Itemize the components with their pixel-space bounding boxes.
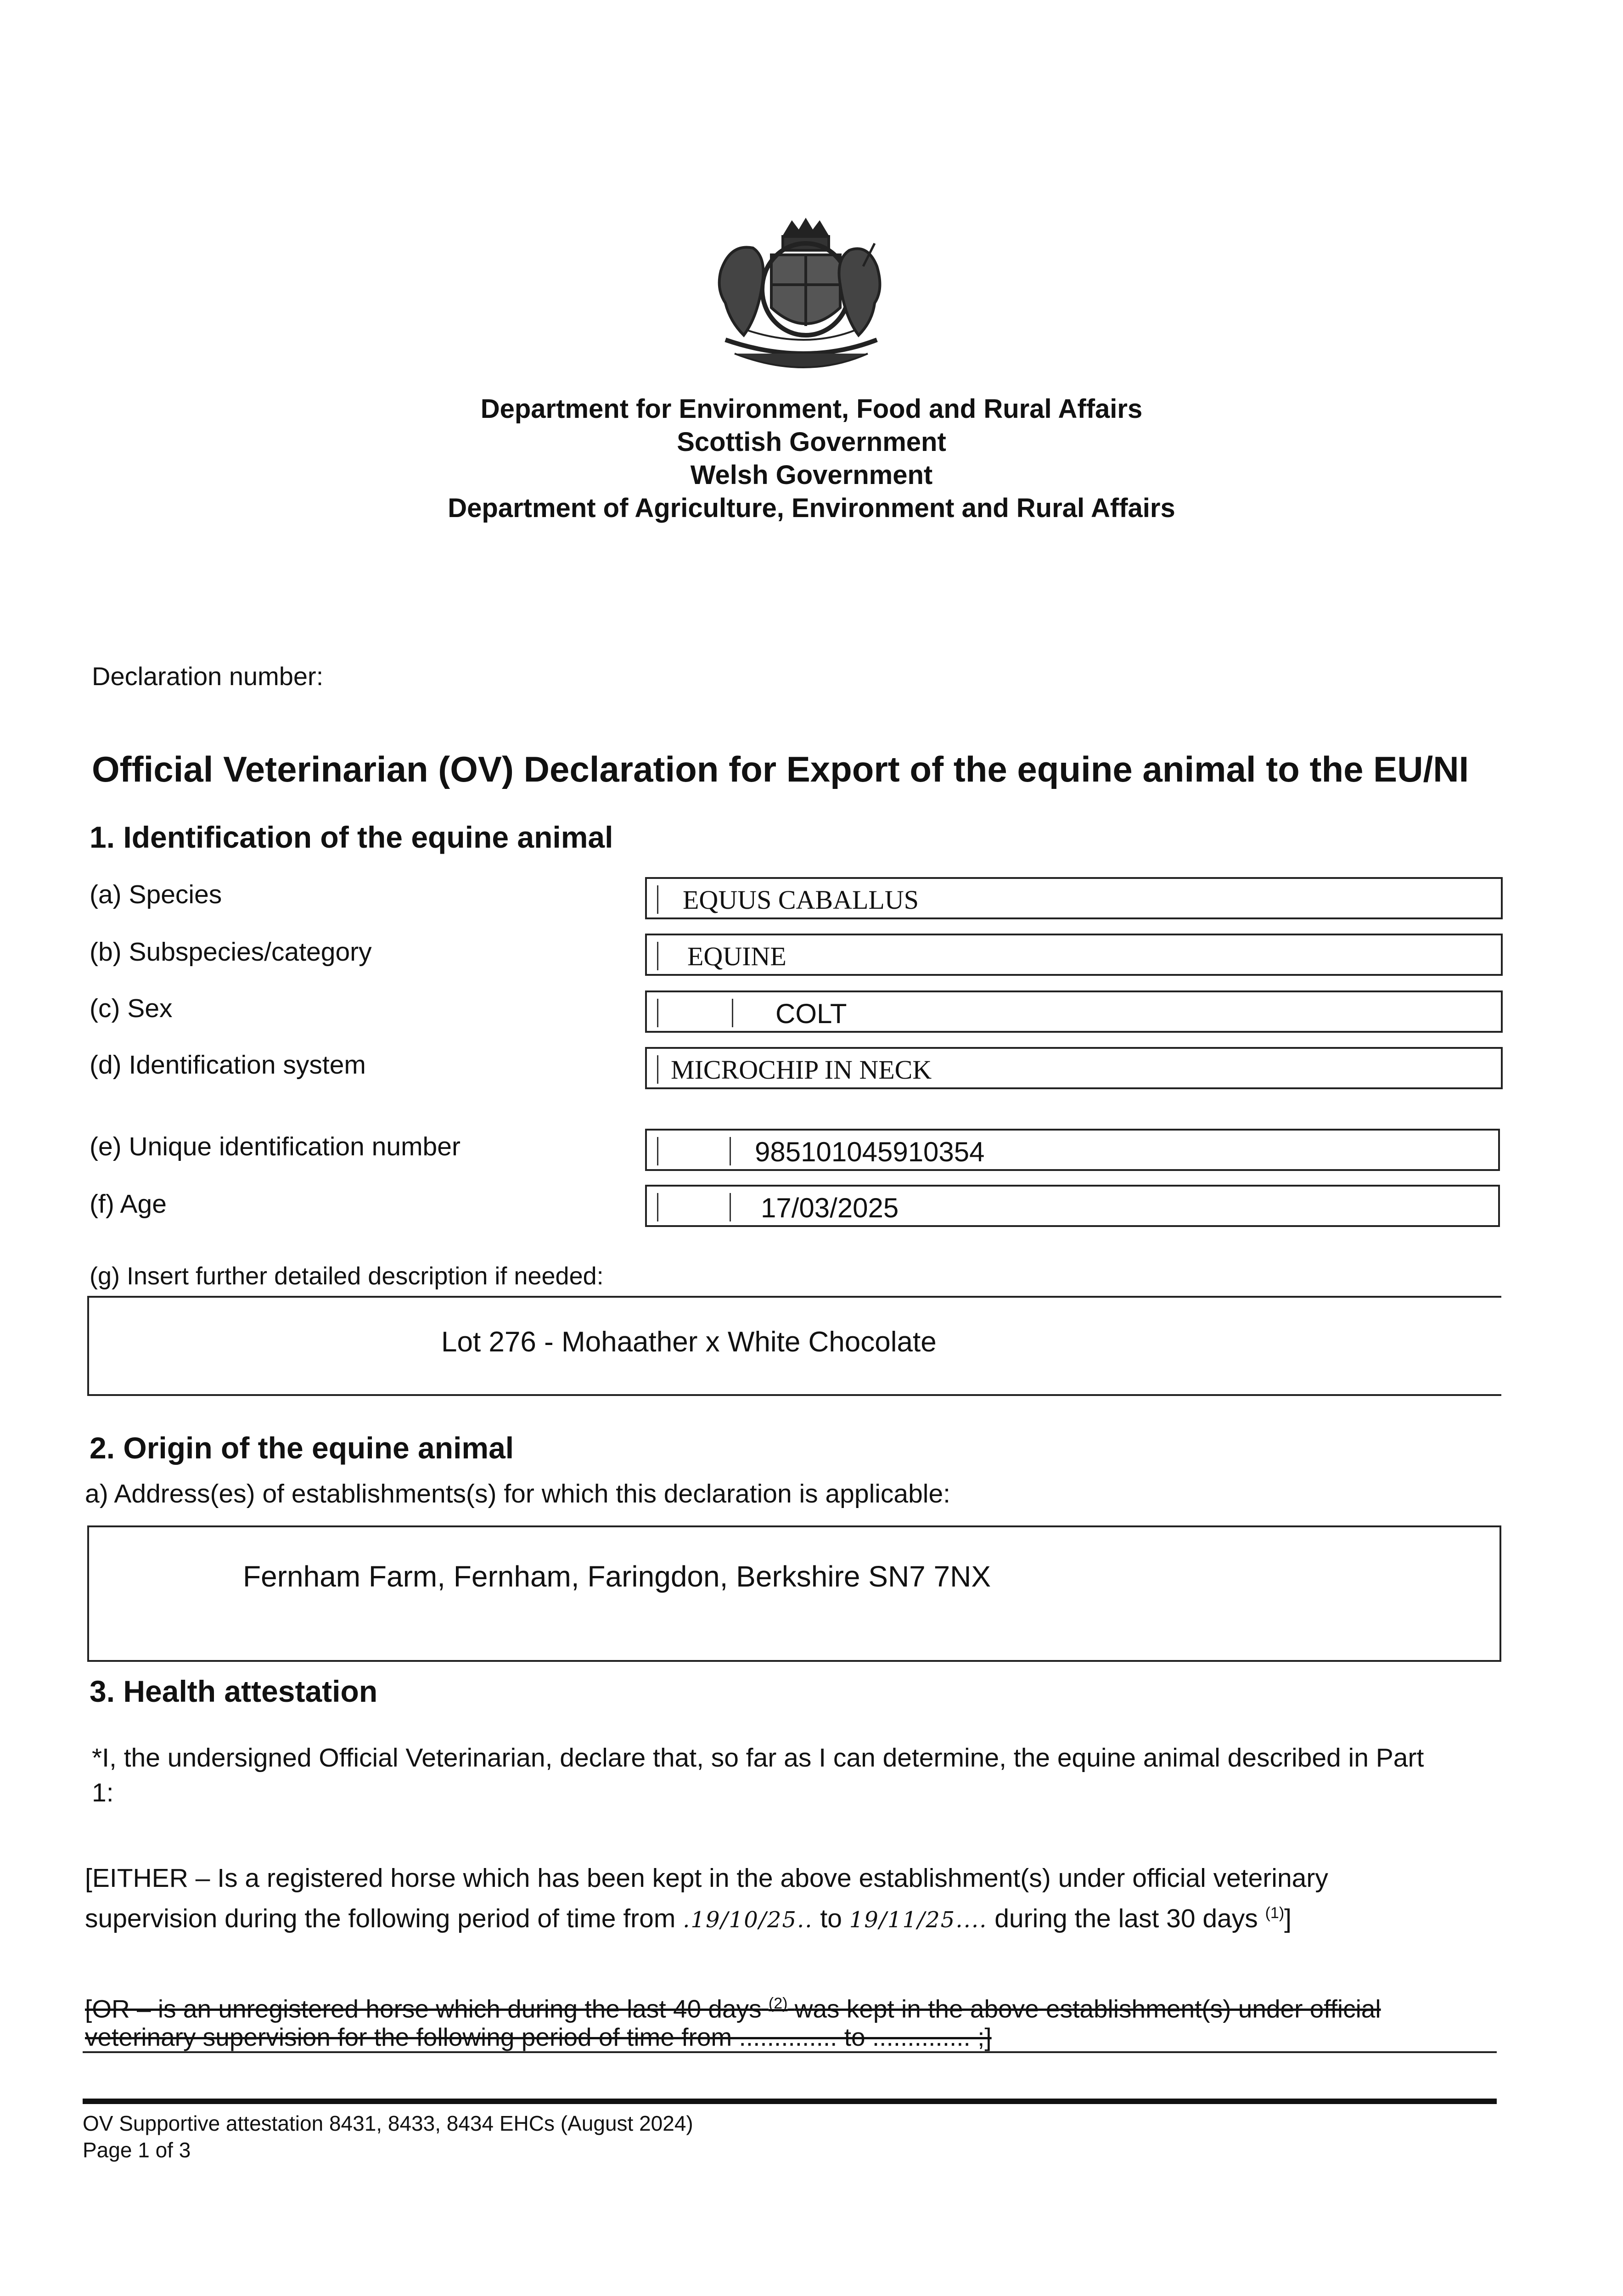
address-value: Fernham Farm, Fernham, Faringdon, Berkshire SN7 7NX: [243, 1560, 991, 1593]
age-field[interactable]: [645, 1185, 1500, 1227]
declaration-number-label: Declaration number:: [92, 662, 324, 691]
species-value: EQUUS CABALLUS: [683, 885, 919, 915]
department-daera: Department of Agriculture, Environment and Rural Affairs: [448, 493, 1175, 523]
either-clause-text-a: supervision during the following period of time from: [85, 1904, 676, 1933]
species-field[interactable]: [645, 877, 1503, 919]
or-clause-rule: [83, 2051, 1497, 2053]
age-label: (f) Age: [90, 1189, 167, 1219]
health-attestation-intro-line-1: *I, the undersigned Official Veterinarian, declare that, so far as I can determine, the equine animal described in Part: [92, 1743, 1424, 1773]
section-3-heading: 3. Health attestation: [90, 1674, 378, 1708]
footer-rule: [83, 2099, 1497, 2104]
address-label: a) Address(es) of establishments(s) for which this declaration is applicable:: [85, 1479, 951, 1508]
uid-label: (e) Unique identification number: [90, 1132, 461, 1161]
age-value: 17/03/2025: [761, 1193, 899, 1223]
either-from-date: .19/10/25..: [683, 1907, 813, 1933]
or-clause-line-2: veterinary supervision for the following period of time from .............. to .............. ;]: [85, 2023, 992, 2051]
subspecies-field[interactable]: [645, 934, 1503, 976]
sex-field[interactable]: [645, 990, 1503, 1033]
identification-system-value: MICROCHIP IN NECK: [671, 1055, 932, 1085]
further-description-label: (g) Insert further detailed description if needed:: [90, 1262, 604, 1290]
identification-system-label: (d) Identification system: [90, 1050, 366, 1080]
page-title: Official Veterinarian (OV) Declaration for Export of the equine animal to the EU/NI: [92, 749, 1469, 789]
either-footnote-ref: (1): [1265, 1904, 1285, 1922]
footer-line-1: OV Supportive attestation 8431, 8433, 8434 EHCs (August 2024): [83, 2111, 693, 2135]
sex-label: (c) Sex: [90, 994, 173, 1023]
uid-value: 985101045910354: [755, 1137, 985, 1167]
address-box[interactable]: [87, 1525, 1501, 1662]
section-1-heading: 1. Identification of the equine animal: [90, 820, 613, 854]
further-description-box[interactable]: [87, 1296, 1501, 1396]
uid-field[interactable]: [645, 1129, 1500, 1171]
further-description-value: Lot 276 - Mohaather x White Chocolate: [441, 1326, 937, 1358]
sex-value: COLT: [775, 998, 847, 1029]
or-clause-text-b: was kept in the above establishment(s) under official: [794, 1994, 1381, 2023]
department-defra: Department for Environment, Food and Rural Affairs: [480, 394, 1143, 424]
species-label: (a) Species: [90, 880, 222, 909]
either-to-word: to: [820, 1904, 842, 1933]
department-scottish-government: Scottish Government: [677, 427, 946, 457]
or-clause-text-a: [OR – is an unregistered horse which during the last 40 days: [85, 1994, 762, 2023]
either-clause-line-1: [EITHER – Is a registered horse which has been kept in the above establishment(s) under official veterinary: [85, 1863, 1328, 1893]
or-footnote-ref: (2): [768, 1995, 788, 2012]
department-welsh-government: Welsh Government: [690, 460, 933, 490]
footer-page-number: Page 1 of 3: [83, 2138, 191, 2162]
identification-system-field[interactable]: [645, 1047, 1503, 1089]
subspecies-value: EQUINE: [687, 941, 786, 971]
royal-coat-of-arms-logo: [693, 216, 904, 386]
either-clause-text-b: during the last 30 days: [994, 1904, 1258, 1933]
either-close-bracket: ]: [1284, 1904, 1292, 1933]
either-clause-line-2: [85, 1896, 1292, 1937]
either-to-date: 19/11/25....: [849, 1907, 988, 1933]
health-attestation-intro-line-2: 1:: [92, 1778, 114, 1807]
section-2-heading: 2. Origin of the equine animal: [90, 1431, 514, 1465]
subspecies-label: (b) Subspecies/category: [90, 937, 372, 967]
